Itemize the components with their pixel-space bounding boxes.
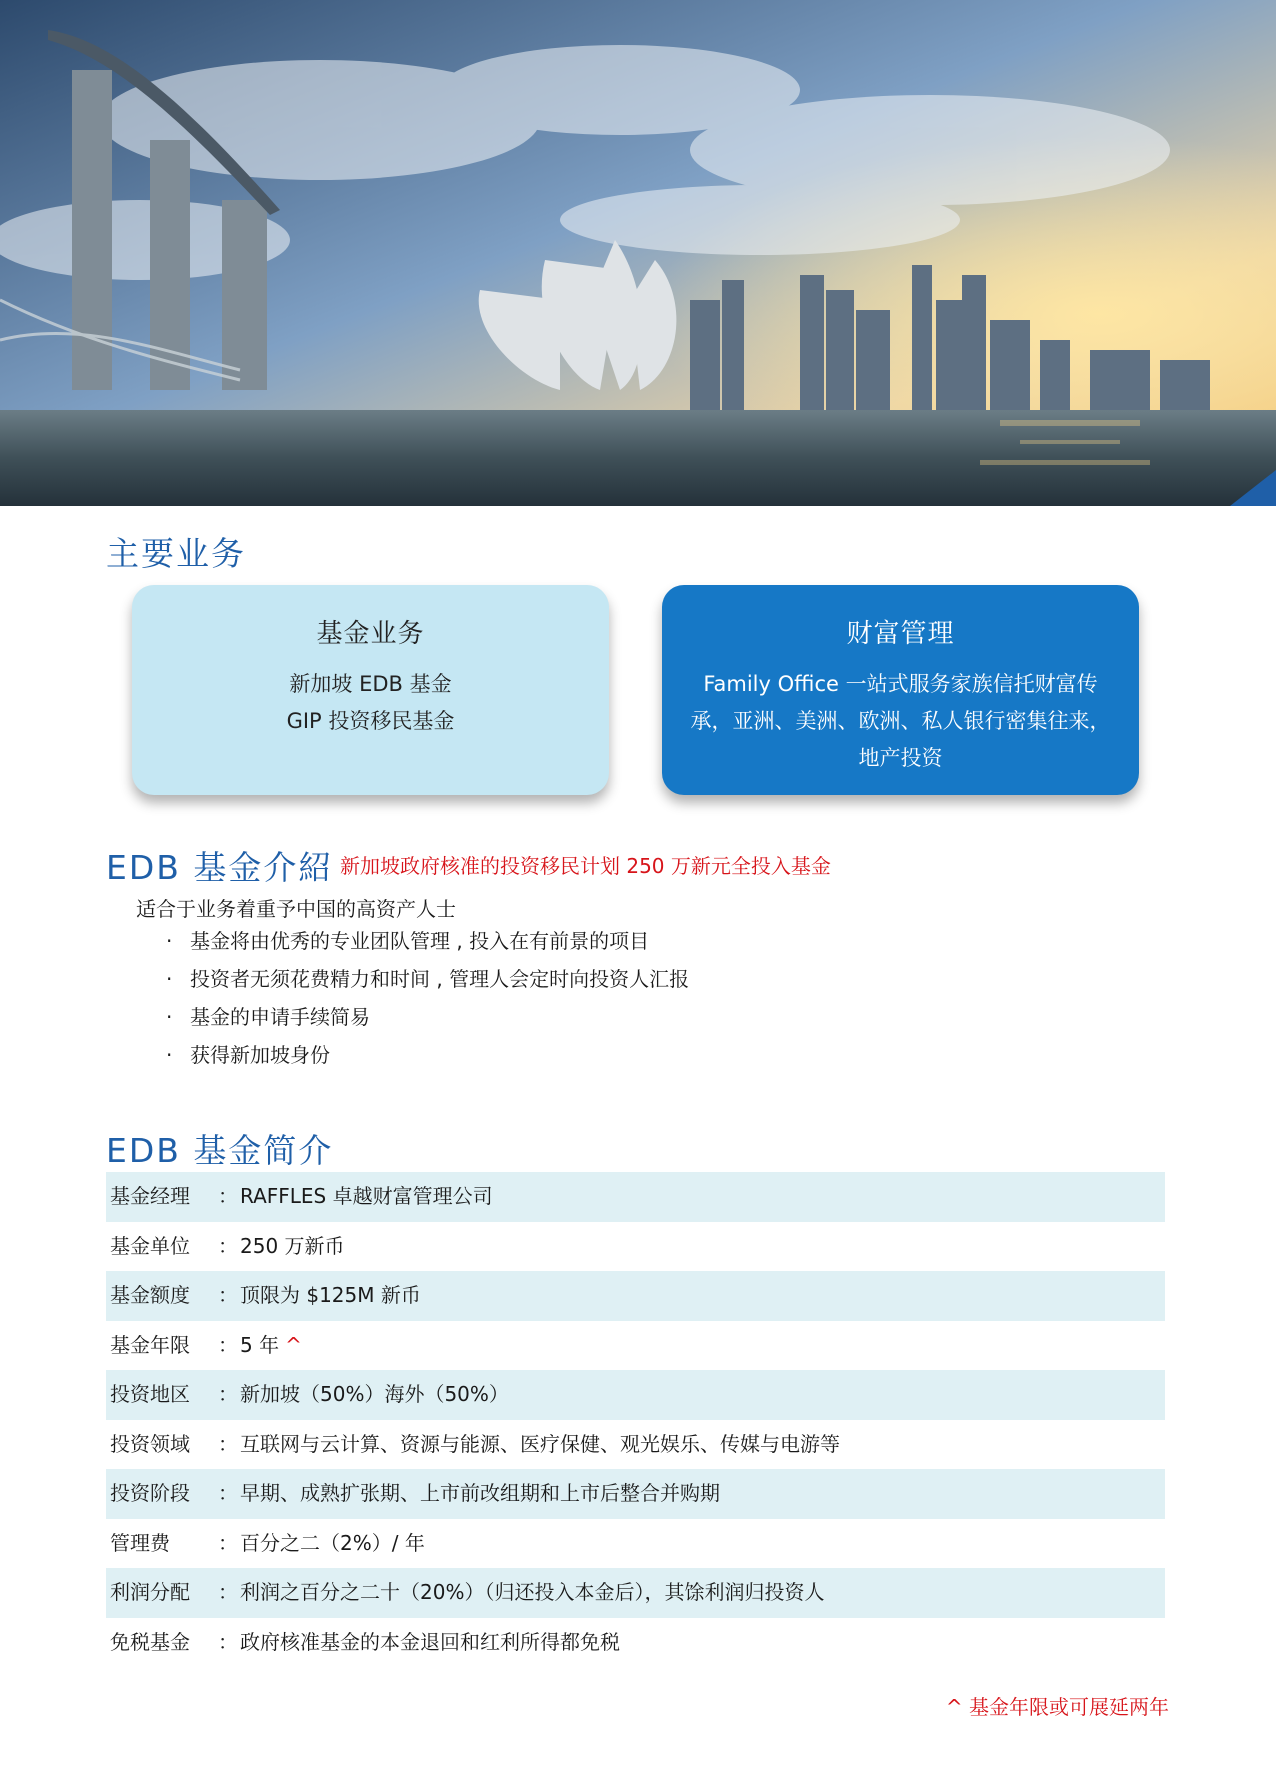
intro-lead: 适合于业务着重予中国的高资产人士 bbox=[136, 897, 456, 921]
footnote-mark: ^ bbox=[285, 1332, 302, 1357]
table-row bbox=[106, 1172, 1165, 1222]
fund-card-title: 基金业务 bbox=[316, 619, 425, 649]
row-label: 基金单位 bbox=[110, 1233, 190, 1258]
bullet-text: 投资者无须花费精力和时间 , 管理人会定时向投资人汇报 bbox=[190, 967, 690, 991]
row-value: 250 万新币 bbox=[240, 1233, 345, 1258]
row-value: 顶限为 $125M 新币 bbox=[240, 1283, 421, 1307]
row-separator: ： bbox=[218, 1184, 238, 1208]
wealth-card-title: 财富管理 bbox=[846, 619, 955, 649]
row-value: 政府核准基金的本金退回和红利所得都免税 bbox=[240, 1629, 620, 1654]
table-row bbox=[106, 1469, 1165, 1519]
table-row bbox=[106, 1370, 1165, 1420]
row-separator: ： bbox=[218, 1629, 238, 1654]
row-separator: ： bbox=[218, 1382, 238, 1406]
row-label: 投资地区 bbox=[110, 1382, 190, 1406]
bullet-mark: · bbox=[166, 1005, 173, 1029]
row-value: 百分之二（2%）/ 年 bbox=[240, 1530, 425, 1555]
wealth-management-card bbox=[662, 585, 1139, 795]
bullet-mark: · bbox=[166, 929, 173, 953]
row-separator: ： bbox=[218, 1481, 238, 1505]
table-row bbox=[106, 1420, 1165, 1470]
row-label: 管理费 bbox=[110, 1530, 170, 1555]
bullet-text: 获得新加坡身份 bbox=[190, 1043, 330, 1067]
skyline-illustration bbox=[0, 0, 1276, 506]
row-value bbox=[240, 1329, 1165, 1358]
row-value: 互联网与云计算、资源与能源、医疗保健、观光娱乐、传媒与电游等 bbox=[240, 1431, 840, 1456]
list-item bbox=[166, 998, 689, 1036]
intro-heading: EDB 基金介紹 bbox=[106, 848, 334, 887]
intro-tagline: 新加坡政府核准的投资移民计划 250 万新元全投入基金 bbox=[340, 854, 831, 878]
row-label: 基金额度 bbox=[110, 1283, 190, 1307]
row-label: 免税基金 bbox=[110, 1629, 190, 1654]
fund-card-line: 新加坡 EDB 基金 bbox=[289, 672, 452, 696]
hero-skyline-image bbox=[0, 0, 1276, 506]
table-row bbox=[106, 1321, 1165, 1371]
wealth-card-body: Family Office 一站式服务家族信托财富传承，亚洲、美洲、欧洲、私人银行密集往来，地产投资 bbox=[690, 672, 1111, 770]
row-value: RAFFLES 卓越财富管理公司 bbox=[240, 1184, 493, 1208]
bullet-mark: · bbox=[166, 967, 173, 991]
business-heading: 主要业务 bbox=[106, 534, 246, 573]
list-item bbox=[166, 960, 689, 998]
table-row bbox=[106, 1568, 1165, 1618]
bullet-text: 基金将由优秀的专业团队管理 , 投入在有前景的项目 bbox=[190, 929, 650, 953]
summary-heading: EDB 基金简介 bbox=[106, 1131, 334, 1170]
table-row bbox=[106, 1271, 1165, 1321]
row-value: 利润之百分之二十（20%）（归还投入本金后），其馀利润归投资人 bbox=[240, 1580, 825, 1604]
list-item bbox=[166, 1036, 689, 1074]
row-separator: ： bbox=[218, 1530, 238, 1555]
bullet-text: 基金的申请手续简易 bbox=[190, 1005, 370, 1029]
intro-bullet-list bbox=[166, 922, 689, 1074]
bullet-mark: · bbox=[166, 1043, 173, 1067]
fund-summary-table bbox=[106, 1172, 1165, 1667]
row-separator: ： bbox=[218, 1431, 238, 1456]
fund-card-line: GIP 投资移民基金 bbox=[286, 709, 455, 733]
row-label: 投资阶段 bbox=[110, 1481, 190, 1505]
row-value: 早期、成熟扩张期、上市前改组期和上市后整合并购期 bbox=[240, 1481, 720, 1505]
list-item bbox=[166, 922, 689, 960]
row-value-text: 5 年 bbox=[240, 1332, 280, 1357]
row-value: 新加坡（50%）海外（50%） bbox=[240, 1382, 509, 1406]
row-label: 基金年限 bbox=[110, 1332, 190, 1357]
row-label: 基金经理 bbox=[110, 1184, 190, 1208]
row-separator: ： bbox=[218, 1580, 238, 1604]
footnote: ^ 基金年限或可展延两年 bbox=[945, 1695, 1169, 1719]
row-separator: ： bbox=[218, 1283, 238, 1307]
table-row bbox=[106, 1222, 1165, 1272]
row-label: 投资领域 bbox=[110, 1431, 190, 1456]
row-separator: ： bbox=[218, 1233, 238, 1258]
fund-business-card bbox=[132, 585, 609, 795]
row-separator: ： bbox=[218, 1332, 238, 1357]
row-label: 利润分配 bbox=[110, 1580, 190, 1604]
table-row bbox=[106, 1519, 1165, 1569]
table-row bbox=[106, 1618, 1165, 1668]
